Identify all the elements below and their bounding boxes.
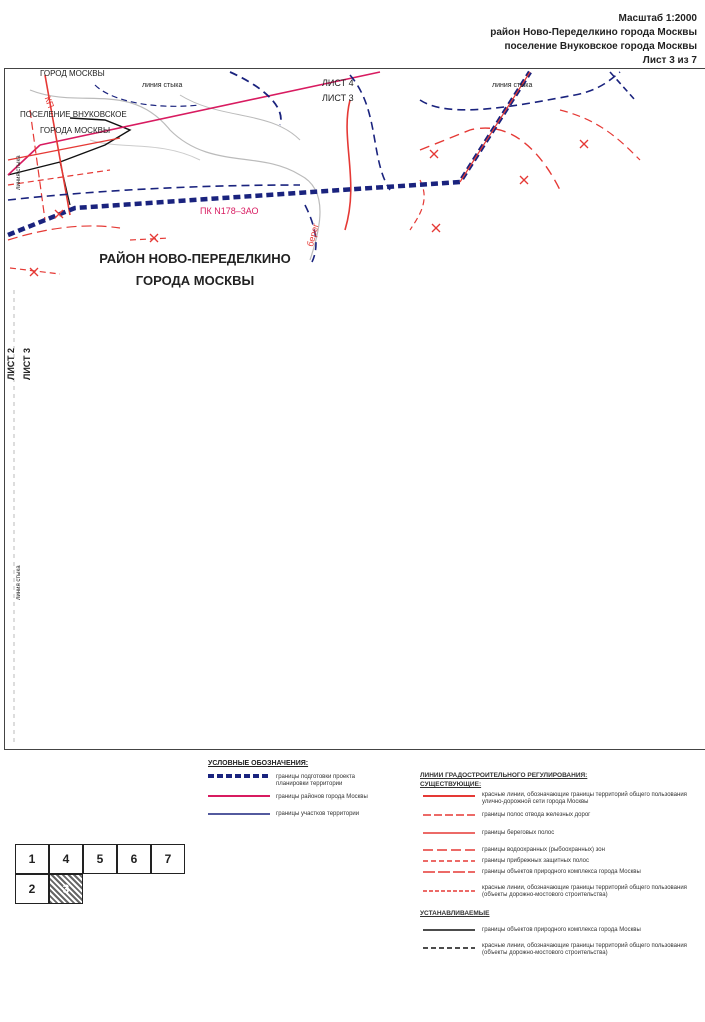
kp-label: КП <box>42 95 57 110</box>
map-label: ПОСЕЛЕНИЕ ВНУКОВСКОЕ <box>20 110 127 119</box>
legend-item: красные линии, обозначающие границы территорий общего пользования (объекты дорожно-мостового строительства) <box>482 885 687 898</box>
district-name-line1: РАЙОН НОВО-ПЕРЕДЕЛКИНО <box>99 251 291 266</box>
vertical-sheet-label: ЛИСТ 3 <box>22 347 32 380</box>
sheet-cell-4: 4 <box>49 844 83 874</box>
stream-line <box>90 140 200 160</box>
pk-label: ПК N178–3АО <box>200 206 259 216</box>
sheet-cell-1: 1 <box>15 844 49 874</box>
parcel-line <box>610 72 635 100</box>
vertical-joint-label: линия стыка <box>16 565 22 600</box>
sheet-cell-5: 5 <box>83 844 117 874</box>
legend-item: границы прибрежных защитных полос <box>482 858 590 864</box>
map-label: линия стыка <box>492 82 533 89</box>
district-name-line2: ГОРОДА МОСКВЫ <box>135 273 255 288</box>
legend-item: границы подготовки проекта планировки территории <box>276 774 355 787</box>
red-line <box>410 180 424 230</box>
map-label: ГОРОДА МОСКВЫ <box>40 126 111 135</box>
legend-swatches <box>205 770 275 820</box>
legend-item: границы объектов природного комплекса города Москвы <box>482 927 641 933</box>
map-label: линия стыка <box>142 82 183 89</box>
legend-item: границы полос отвода железных дорог <box>482 812 591 818</box>
red-line <box>130 238 170 240</box>
legend-item: границы районов города Москвы <box>276 794 368 800</box>
legend-item: красные линии, обозначающие границы территорий общего пользования улично-дорожной сети города Москвы <box>482 792 687 805</box>
legend-section-title: УСТАНАВЛИВАЕМЫЕ <box>420 910 490 917</box>
vertical-sheet-label: ЛИСТ 2 <box>6 347 16 380</box>
red-line <box>8 138 120 160</box>
vertical-joint-label: линия стыка <box>16 155 22 190</box>
sheet-cell-6: 6 <box>117 844 151 874</box>
sheet-cell-7: 7 <box>151 844 185 874</box>
sheet-number: Лист 3 из 7 <box>642 55 697 66</box>
legend-item: красные линии, обозначающие границы территорий общего пользования (объекты дорожно-мостового строительства) <box>482 943 687 956</box>
red-line <box>560 110 640 160</box>
sheet-cell-2: 2 <box>15 874 49 904</box>
legend-item: границы участков территории <box>276 811 360 817</box>
legend-section-title: ЛИНИИ ГРАДОСТРОИТЕЛЬНОГО РЕГУЛИРОВАНИЯ: <box>420 772 588 779</box>
legend-item: границы водоохранных (рыбоохранных) зон <box>482 847 605 853</box>
legend-item: границы объектов природного комплекса города Москвы <box>482 869 641 875</box>
settlement-title: поселение Внуковское города Москвы <box>504 41 697 52</box>
legend-swatches-right <box>420 790 480 960</box>
legend-section-title: СУЩЕСТВУЮЩИЕ: <box>420 781 482 788</box>
red-line <box>8 170 110 185</box>
sheet-cell-3-current: 3 <box>49 874 83 904</box>
legend-item: границы береговых полос <box>482 830 555 836</box>
map-label: ГОРОД МОСКВЫ <box>40 69 105 78</box>
legend-title: УСЛОВНЫЕ ОБОЗНАЧЕНИЯ: <box>208 760 309 767</box>
district-title: район Ново-Переделкино города Москвы <box>490 27 697 38</box>
red-line <box>8 226 120 240</box>
district-name <box>60 248 330 292</box>
sheet-boundary-label: ЛИСТ 4 <box>322 78 354 88</box>
parcel-line <box>350 75 390 190</box>
sheet-boundary-label: ЛИСТ 3 <box>322 93 354 103</box>
bereg-label: берег <box>305 222 321 248</box>
red-line <box>345 100 351 230</box>
scale-label: Масштаб 1:2000 <box>618 13 697 24</box>
